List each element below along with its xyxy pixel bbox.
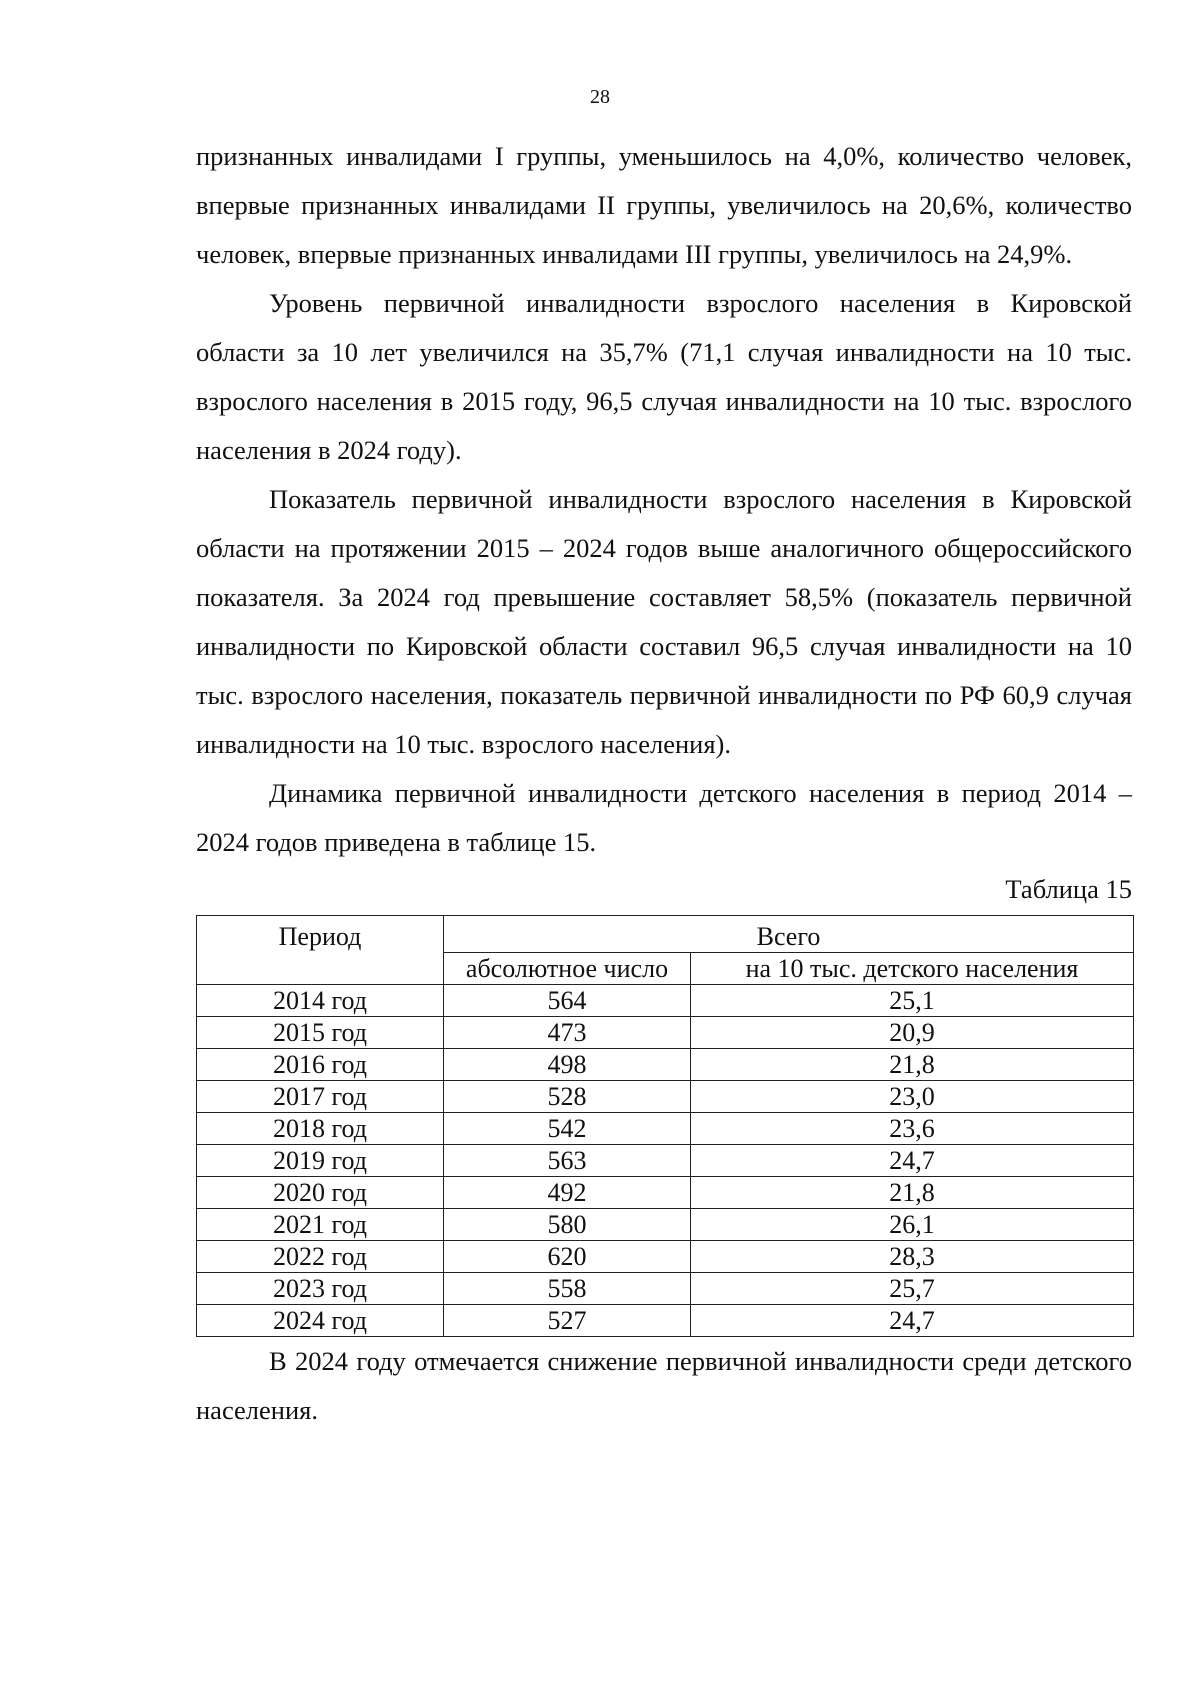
table-row (197, 1177, 1134, 1209)
cell-per-10k: 28,3 (691, 1241, 1134, 1273)
paragraph-adult-level: Уровень первичной инвалидности взрослого населения в Кировской области за 10 лет увеличился на 35,7% (71,1 случая инвалидности на 10 тыс. взрослого населения в 2015 году, 96,5 случая инвалидности на 10 тыс. взрослого населения в 2024 году). (196, 288, 1132, 465)
table-row (197, 1081, 1134, 1113)
table-row (197, 1113, 1134, 1145)
cell-period: 2016 год (197, 1049, 444, 1081)
cell-per-10k: 25,7 (691, 1273, 1134, 1305)
cell-absolute: 473 (444, 1017, 691, 1049)
cell-per-10k: 25,1 (691, 985, 1134, 1017)
cell-per-10k: 26,1 (691, 1209, 1134, 1241)
table-row (197, 1145, 1134, 1177)
cell-period: 2018 год (197, 1113, 444, 1145)
table-row (197, 1241, 1134, 1273)
cell-per-10k: 20,9 (691, 1017, 1134, 1049)
paragraph-continuation: признанных инвалидами I группы, уменьшилось на 4,0%, количество человек, впервые признанных инвалидами II группы, увеличилось на 20,6%, количество человек, впервые признанных инвалидами III группы, увеличилось на 24,9%. (196, 141, 1132, 269)
header-total: Всего (444, 916, 1134, 953)
cell-period: 2017 год (197, 1081, 444, 1113)
table-row (197, 1305, 1134, 1337)
table-row (197, 1273, 1134, 1305)
paragraph-adult-indicator: Показатель первичной инвалидности взрослого населения в Кировской области на протяжении 2015 – 2024 годов выше аналогичного общероссийского показателя. За 2024 год превышение составляет 58,5% (показатель первичной инвалидности по Кировской области составил 96,5 случая инвалидности на 10 тыс. взрослого населения, показатель первичной инвалидности по РФ 60,9 случая инвалидности на 10 тыс. взрослого населения). (196, 484, 1132, 759)
cell-absolute: 580 (444, 1209, 691, 1241)
page-number: 28 (590, 86, 610, 108)
cell-period: 2015 год (197, 1017, 444, 1049)
table-row (197, 1017, 1134, 1049)
table-caption: Таблица 15 (1005, 874, 1132, 904)
cell-absolute: 528 (444, 1081, 691, 1113)
cell-absolute: 564 (444, 985, 691, 1017)
paragraph-closing: В 2024 году отмечается снижение первичной инвалидности среди детского населения. (196, 1346, 1132, 1425)
header-absolute: абсолютное число (444, 953, 691, 985)
cell-absolute: 563 (444, 1145, 691, 1177)
cell-period: 2022 год (197, 1241, 444, 1273)
cell-period: 2021 год (197, 1209, 444, 1241)
header-period: Период (197, 916, 444, 985)
cell-absolute: 527 (444, 1305, 691, 1337)
document-body (196, 132, 1132, 1435)
table-body (197, 985, 1134, 1337)
cell-period: 2014 год (197, 985, 444, 1017)
table-row (197, 1209, 1134, 1241)
cell-period: 2019 год (197, 1145, 444, 1177)
header-per-10k: на 10 тыс. детского населения (691, 953, 1134, 985)
cell-per-10k: 21,8 (691, 1049, 1134, 1081)
table-row (197, 985, 1134, 1017)
cell-per-10k: 23,6 (691, 1113, 1134, 1145)
cell-absolute: 620 (444, 1241, 691, 1273)
cell-absolute: 492 (444, 1177, 691, 1209)
cell-absolute: 558 (444, 1273, 691, 1305)
table-row (197, 1049, 1134, 1081)
cell-period: 2020 год (197, 1177, 444, 1209)
paragraph-child-dynamics: Динамика первичной инвалидности детского населения в период 2014 – 2024 годов приведена в таблице 15. (196, 778, 1132, 857)
disability-table (196, 915, 1134, 1337)
cell-period: 2024 год (197, 1305, 444, 1337)
cell-per-10k: 23,0 (691, 1081, 1134, 1113)
cell-per-10k: 24,7 (691, 1145, 1134, 1177)
cell-absolute: 498 (444, 1049, 691, 1081)
cell-per-10k: 21,8 (691, 1177, 1134, 1209)
cell-period: 2023 год (197, 1273, 444, 1305)
cell-per-10k: 24,7 (691, 1305, 1134, 1337)
cell-absolute: 542 (444, 1113, 691, 1145)
